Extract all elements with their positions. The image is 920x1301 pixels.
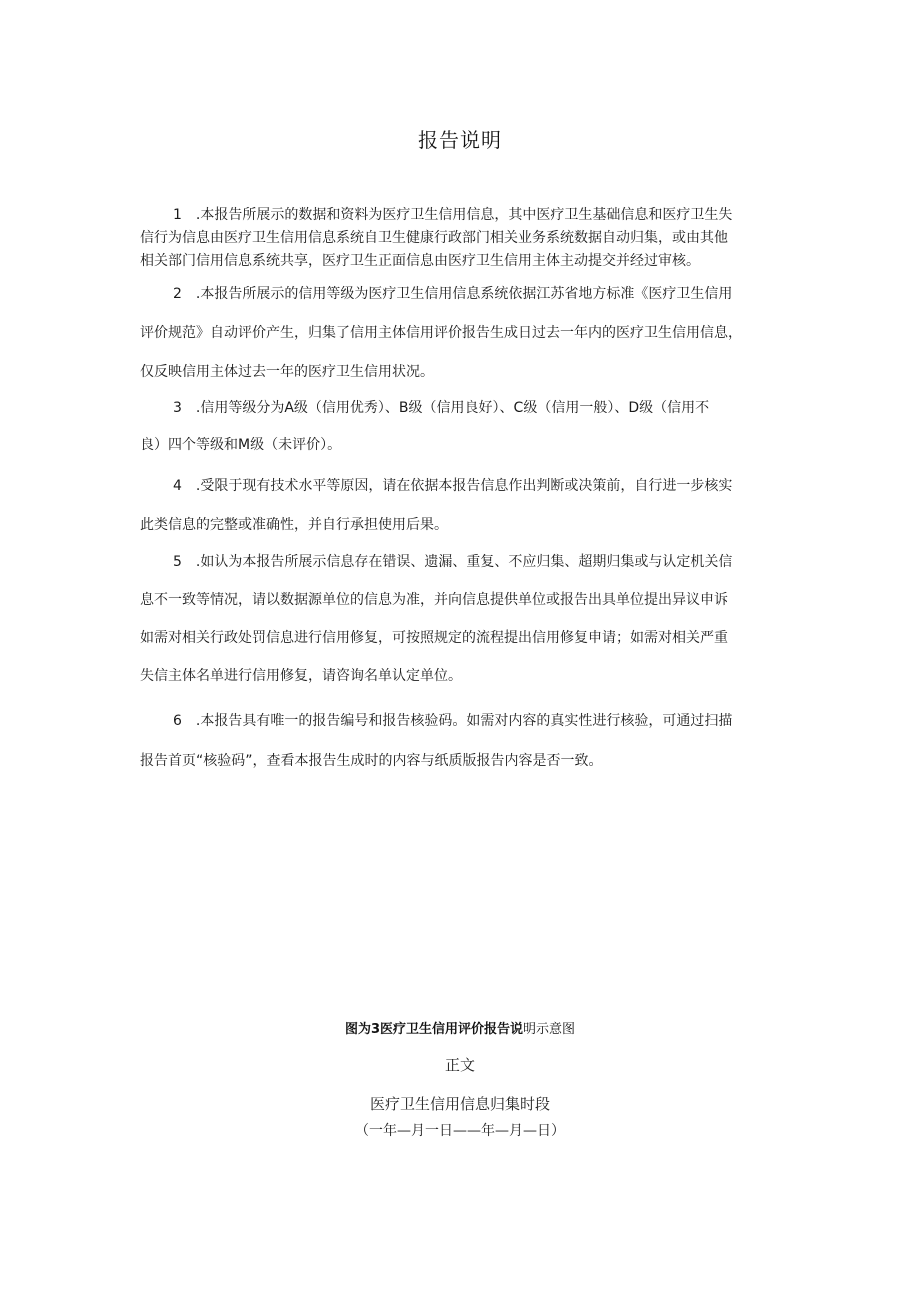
paragraph-line: 相关部门信用信息系统共享，医疗卫生正面信息由医疗卫生信用主体主动提交并经过审核。 — [140, 253, 700, 269]
paragraph-line: 信行为信息由医疗卫生信用信息系统自卫生健康行政部门相关业务系统数据自动归集，或由其他 — [140, 230, 728, 246]
paragraph-2 — [140, 281, 790, 398]
paragraph-5 — [140, 549, 790, 701]
page-title: 报告说明 — [418, 128, 502, 152]
paragraph-line: 报告首页“核验码”，查看本报告生成时的内容与纸质版报告内容是否一致。 — [140, 753, 603, 769]
paragraph-4 — [140, 473, 790, 551]
paragraph-3 — [140, 395, 790, 469]
paragraph-line: 息不一致等情况，请以数据源单位的信息为准，并向信息提供单位或报告出具单位提出异议申诉 — [140, 592, 728, 608]
section-label: 正文 — [444, 1056, 475, 1074]
figure-caption-bold: 图为3医疗卫生信用评价报告说 — [344, 1022, 524, 1037]
paragraph-1 — [140, 204, 790, 273]
paragraph-line: 评价规范》自动评价产生，归集了信用主体信用评价报告生成日过去一年内的医疗卫生信用信息， — [140, 325, 742, 341]
paragraph-line: 失信主体名单进行信用修复，请咨询名单认定单位。 — [140, 668, 462, 684]
collection-period-title: 医疗卫生信用信息归集时段 — [369, 1095, 550, 1113]
paragraph-line: 仅反映信用主体过去一年的医疗卫生信用状况。 — [140, 364, 434, 380]
paragraph-line: 如需对相关行政处罚信息进行信用修复，可按照规定的流程提出信用修复申请；如需对相关严重 — [140, 630, 728, 646]
paragraph-line: 1 .本报告所展示的数据和资料为医疗卫生信用信息，其中医疗卫生基础信息和医疗卫生失 — [173, 207, 733, 223]
paragraph-line: 5 .如认为本报告所展示信息存在错误、遗漏、重复、不应归集、超期归集或与认定机关信 — [173, 554, 733, 570]
figure-caption — [0, 1018, 920, 1037]
paragraph-6 — [140, 708, 790, 788]
paragraph-line: 3 .信用等级分为A级（信用优秀）、B级（信用良好）、C级（信用一般）、D级（信用不 — [173, 400, 710, 416]
paragraph-line: 此类信息的完整或准确性，并自行承担使用后果。 — [140, 517, 448, 533]
paragraph-line: 6 .本报告具有唯一的报告编号和报告核验码。如需对内容的真实性进行核验，可通过扫描 — [173, 713, 733, 729]
figure-caption-rest: 明示意图 — [523, 1022, 576, 1037]
paragraph-line: 2 .本报告所展示的信用等级为医疗卫生信用信息系统依据江苏省地方标准《医疗卫生信用 — [173, 286, 733, 302]
paragraph-line: 良）四个等级和M级（未评价）。 — [140, 437, 342, 453]
collection-period-range: （一年—月一日——年—月—日） — [355, 1123, 565, 1139]
paragraph-line: 4 .受限于现有技术水平等原因，请在依据本报告信息作出判断或决策前，自行进一步核实 — [173, 478, 733, 494]
